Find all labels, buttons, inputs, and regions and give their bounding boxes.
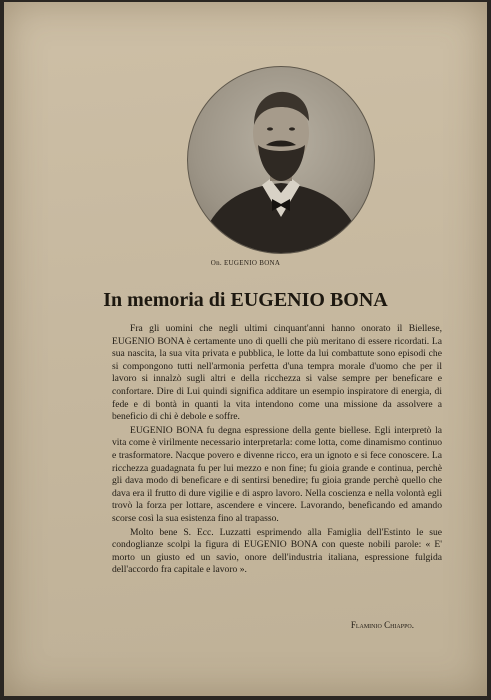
portrait-photo — [187, 66, 375, 254]
article-title: In memoria di EUGENIO BONA — [103, 289, 388, 311]
portrait-caption: On. EUGENIO BONA — [210, 259, 281, 267]
magazine-page — [4, 2, 487, 696]
author-signature: Flaminio Chiappo. — [350, 620, 414, 630]
paragraph: Fra gli uomini che negli ultimi cinquant'anni hanno onorato il Biellese, EUGENIO BONA è certamente uno di quelli che più meritano di essere ricordati. La sua nascita, la sua vita privata e pubblica, le lotte da lui combattute sono episodi che si compongono tutti nell'armonia perfetta d'una tempra morale d'uomo che per il lavoro si innalzò sugli altri e della ricchezza si valse sempre per beneficare e confortare. Dire di Lui quindi significa additare un esempio inspiratore di energia, di fede e di bontà in quanti la vita intendono come una missione da assolvere a beneficio di chi è debole e soffre. — [112, 323, 442, 423]
article-body — [112, 323, 442, 578]
paragraph: Molto bene S. Ecc. Luzzatti esprimendo alla Famiglia dell'Estinto le sue condoglianze scolpì la figura di EUGENIO BONA con queste nobili parole: « E' morto un giusto ed un savio, onore dell'industria italiana, espressione fulgida dell'accordo fra capitale e lavoro ». — [112, 526, 442, 576]
paragraph: EUGENIO BONA fu degna espressione della gente biellese. Egli interpretò la vita come è virilmente necessario interpretarla: come lotta, come dinamismo continuo e trasformatore. Nacque povero e divenne ricco, era un ignoto e si fece conoscere. La ricchezza guadagnata fu per lui mezzo e non fine; fu gioia grande e continua, perchè gli dava modo di beneficare e di sentirsi benedire; fu gioia grande perchè quello che dava era il frutto di dure vigilie e di aspro lavoro. Nella coscienza e nella volontà egli trovò la forza per lottare, ascendere e vincere. Lavorando, beneficando ed amando scorse così la sua esistenza fino al trapasso. — [112, 424, 442, 524]
portrait-figure — [188, 67, 374, 253]
